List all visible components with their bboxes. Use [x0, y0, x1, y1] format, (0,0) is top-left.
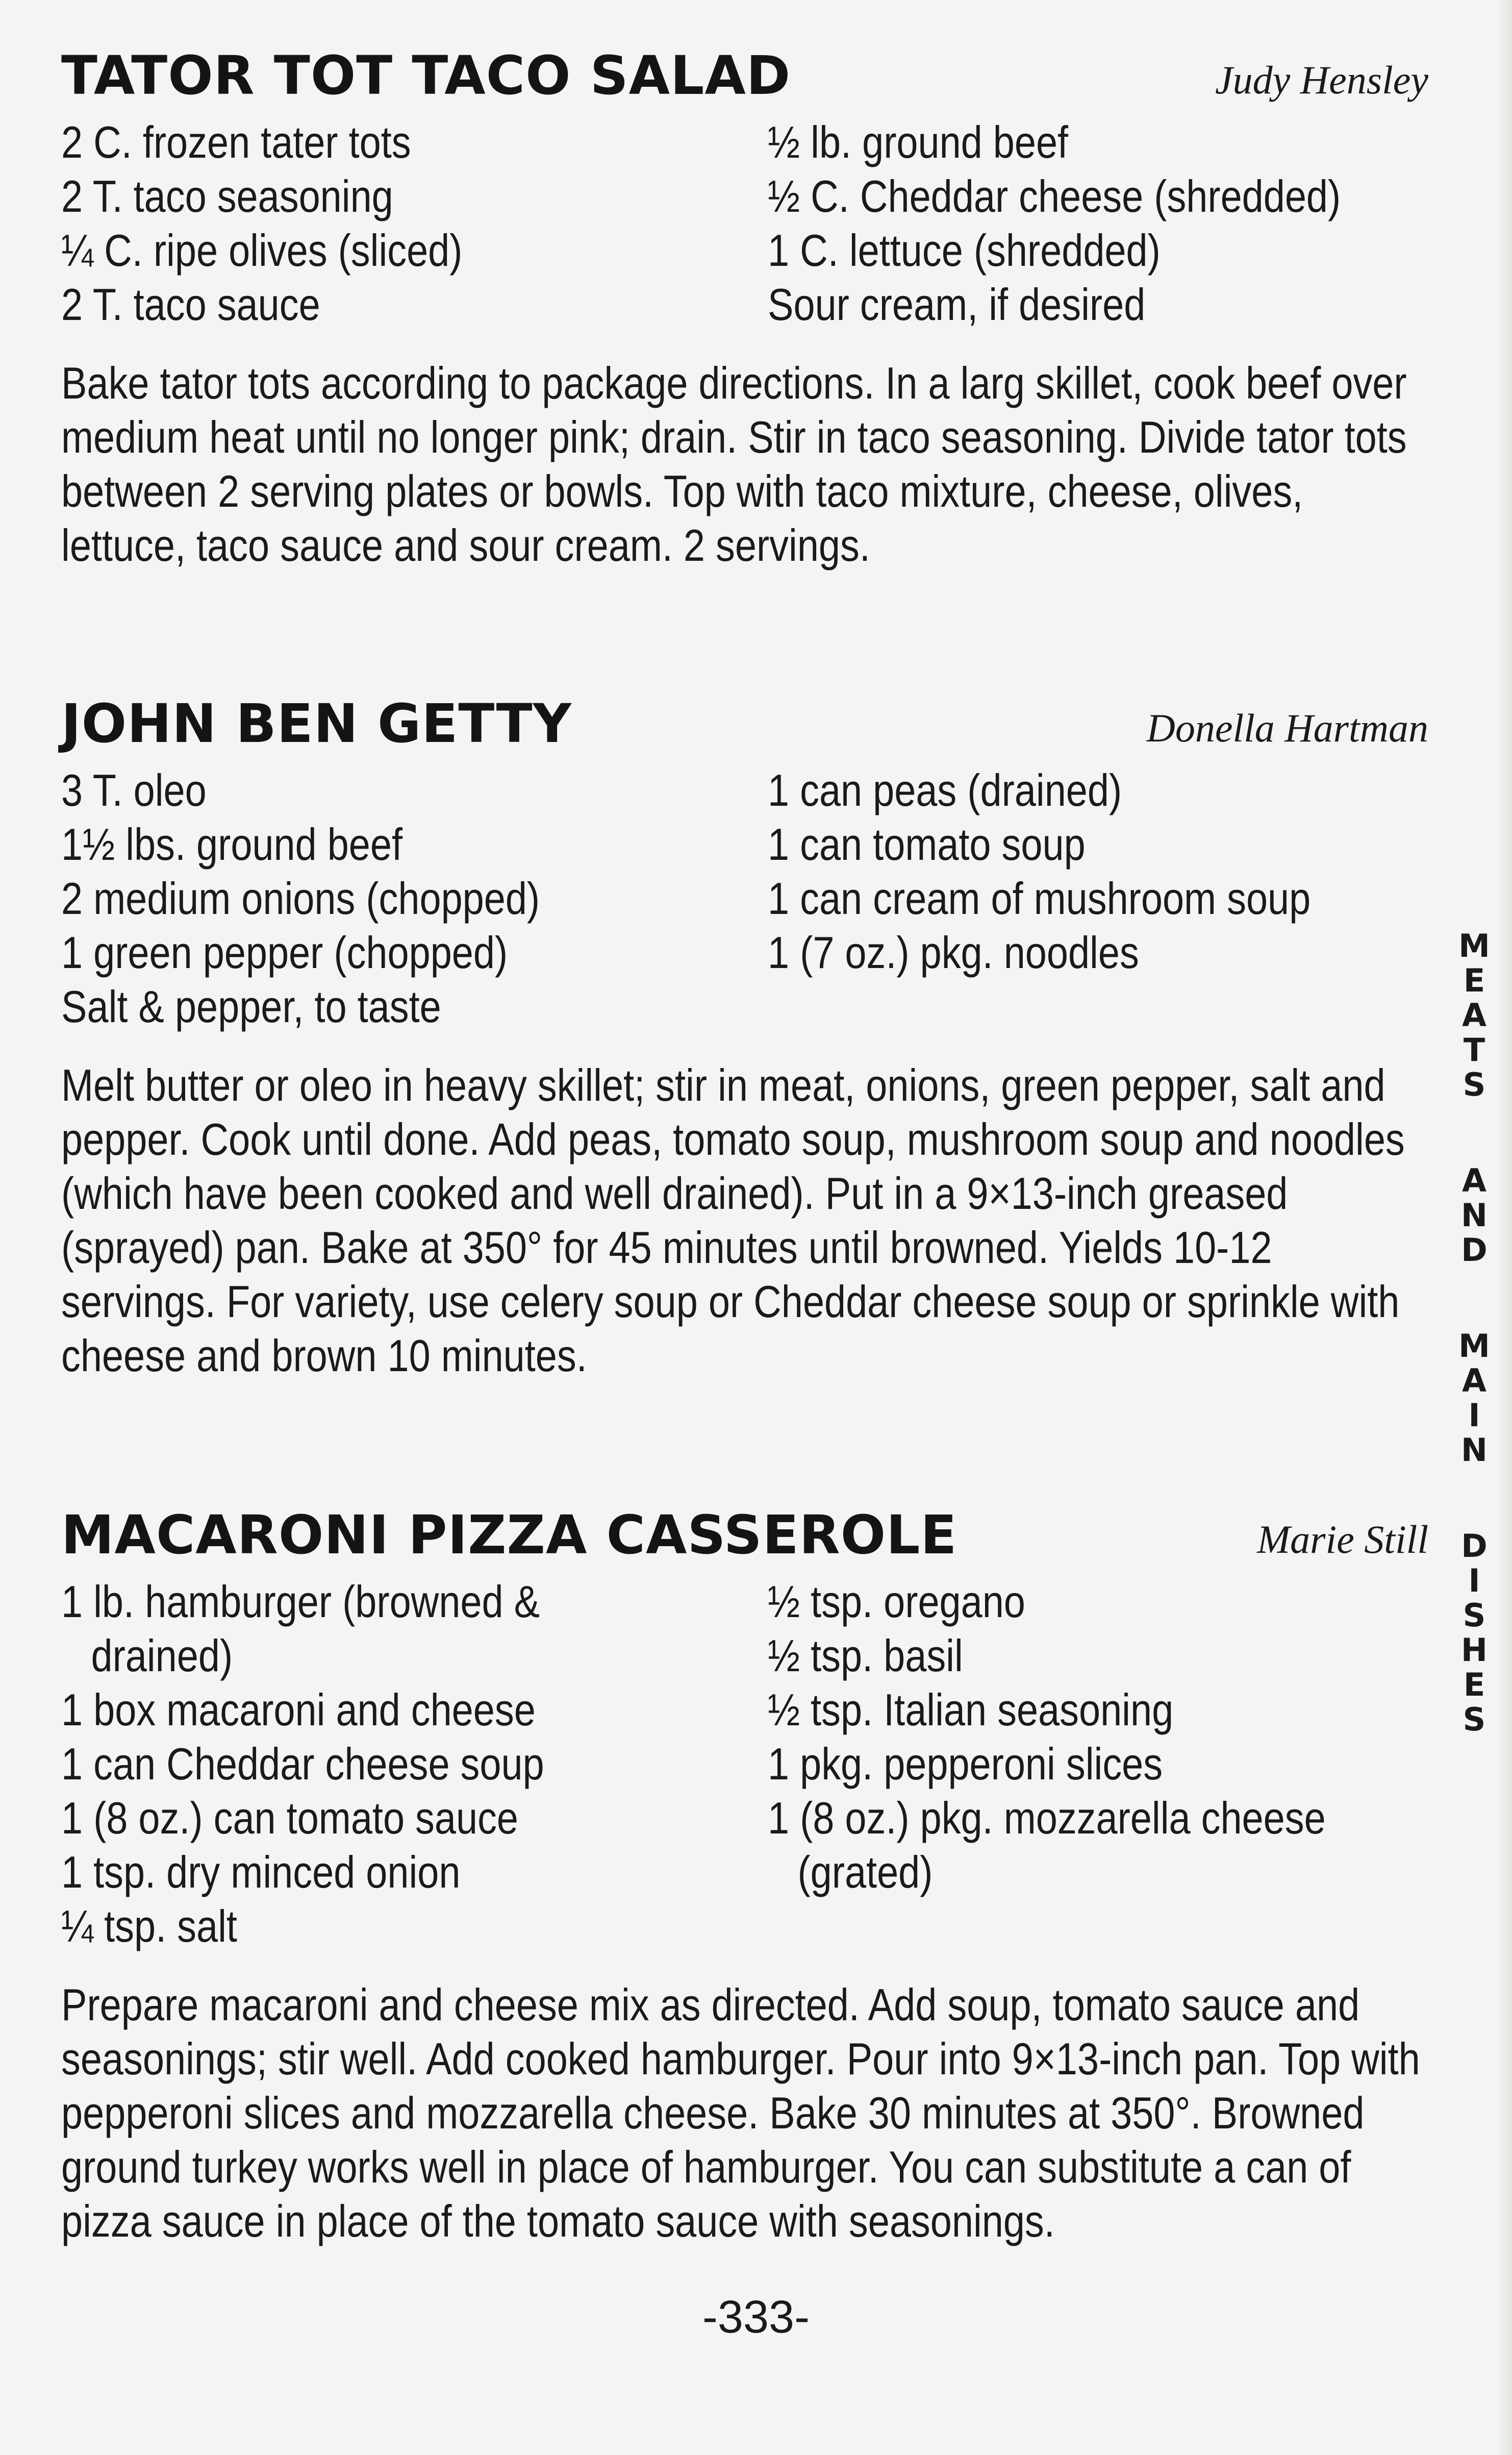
ingredient: 1 can tomato soup — [768, 819, 1086, 870]
recipe-title: JOHN BEN GETTY — [61, 692, 572, 755]
section-tab — [1449, 929, 1500, 1737]
ingredient: 3 T. oleo — [61, 765, 207, 815]
page-edge-shadow — [1497, 0, 1512, 2455]
ingredient: 2 medium onions (chopped) — [61, 873, 540, 924]
recipe-author: Donella Hartman — [1146, 706, 1428, 750]
tab-letter: H — [1461, 1631, 1488, 1669]
ingredient: Salt & pepper, to taste — [61, 981, 441, 1032]
recipe-title: TATOR TOT TACO SALAD — [61, 44, 791, 107]
tab-letter: E — [1463, 962, 1485, 999]
recipe-author: Judy Hensley — [1215, 58, 1428, 102]
ingredient-column-left — [61, 763, 768, 1034]
ingredient: Sour cream, if desired — [768, 279, 1146, 330]
ingredient: ½ tsp. Italian seasoning — [768, 1684, 1174, 1735]
recipe-directions: Prepare macaroni and cheese mix as directed. Add soup, tomato sauce and seasonings; stir well. Add cooked hamburger. Pour into 9×13-inch pan. Top with pepperoni slices and mozzarella cheese. Bake 30 minutes at 350°. Browned ground turkey works well in place of hamburger. You can substitute a can of pizza sauce in place of the tomato sauce with seasonings. — [61, 1979, 1420, 2246]
ingredient: 1 box macaroni and cheese — [61, 1684, 536, 1735]
recipe-directions: Melt butter or oleo in heavy skillet; stir in meat, onions, green pepper, salt and pepper. Cook until done. Add peas, tomato soup, mushroom soup and noodles (which have been cooked and well drained). Put in a 9×13-inch greased (sprayed) pan. Bake at 350° for 45 minutes until browned. Yields 10-12 servings. For variety, use celery soup or Cheddar cheese soup or sprinkle with cheese and brown 10 minutes. — [61, 1060, 1405, 1381]
tab-letter: I — [1468, 1397, 1480, 1434]
ingredient: 1 green pepper (chopped) — [61, 927, 508, 978]
ingredient: 1 pkg. pepperoni slices — [768, 1739, 1163, 1789]
tab-letter: D — [1461, 1527, 1488, 1565]
tab-gap — [1449, 1268, 1500, 1329]
ingredient: 2 T. taco seasoning — [61, 171, 393, 221]
ingredient: 1½ lbs. ground beef — [61, 819, 402, 870]
tab-letter: A — [1462, 1362, 1486, 1399]
ingredient: 2 T. taco sauce — [61, 279, 320, 330]
ingredient: 1 C. lettuce (shredded) — [768, 225, 1161, 276]
recipe-macaroni-pizza-casserole — [61, 1490, 1428, 2248]
recipe-header — [61, 679, 1428, 755]
tab-gap — [1449, 1468, 1500, 1529]
tab-letter: E — [1463, 1666, 1485, 1703]
recipe-john-ben-getty — [61, 679, 1428, 1383]
ingredient: ½ C. Cheddar cheese (shredded) — [768, 171, 1341, 221]
page-number: -333- — [702, 2292, 810, 2343]
tab-letter: M — [1458, 927, 1490, 964]
recipe-directions: Bake tator tots according to package directions. In a larg skillet, cook beef over medium heat until no longer pink; drain. Stir in taco seasoning. Divide tator tots between 2 serving plates or bowls. Top with taco mixture, cheese, olives, lettuce, taco sauce and sour cream. 2 servings. — [61, 358, 1407, 571]
ingredient: drained) — [91, 1630, 233, 1681]
ingredient: 1 can cream of mushroom soup — [768, 873, 1311, 924]
ingredient: ½ tsp. oregano — [768, 1576, 1025, 1627]
recipe-author: Marie Still — [1257, 1517, 1428, 1561]
ingredient: 1 (8 oz.) pkg. mozzarella cheese — [768, 1793, 1326, 1843]
ingredient-column-right — [768, 115, 1428, 332]
ingredient: ½ tsp. basil — [768, 1630, 963, 1681]
tab-letter: S — [1463, 1701, 1486, 1738]
ingredient-list — [61, 115, 1428, 332]
ingredient-column-left — [61, 115, 768, 332]
recipe-header — [61, 31, 1428, 107]
ingredient: ½ lb. ground beef — [768, 117, 1069, 167]
tab-letter: S — [1463, 1597, 1486, 1634]
tab-letter: A — [1462, 997, 1486, 1034]
ingredient: 1 (7 oz.) pkg. noodles — [768, 927, 1139, 978]
recipe-title: MACARONI PIZZA CASSEROLE — [61, 1504, 957, 1566]
ingredient-column-right — [768, 1575, 1428, 1953]
tab-letter: A — [1462, 1162, 1486, 1199]
ingredient: 1 lb. hamburger (browned & — [61, 1576, 540, 1627]
tab-letter: M — [1458, 1327, 1490, 1365]
ingredient: (grated) — [797, 1847, 933, 1897]
ingredient: 1 can Cheddar cheese soup — [61, 1739, 544, 1789]
ingredient-column-right — [768, 763, 1428, 1034]
tab-letter: N — [1461, 1197, 1488, 1234]
ingredient: 1 (8 oz.) can tomato sauce — [61, 1793, 519, 1843]
ingredient: 1 can peas (drained) — [768, 765, 1122, 815]
ingredient: ¼ C. ripe olives (sliced) — [61, 225, 463, 276]
tab-letter: N — [1461, 1431, 1488, 1469]
tab-letter: T — [1463, 1031, 1485, 1069]
ingredient: 2 C. frozen tater tots — [61, 117, 411, 167]
ingredient-column-left — [61, 1575, 768, 1953]
ingredient: ¼ tsp. salt — [61, 1901, 237, 1951]
tab-letter: S — [1463, 1066, 1486, 1103]
ingredient-list — [61, 763, 1428, 1034]
ingredient-list — [61, 1575, 1428, 1953]
recipe-header — [61, 1490, 1428, 1566]
tab-gap — [1449, 1102, 1500, 1163]
tab-letter: I — [1468, 1562, 1480, 1599]
recipe-tator-tot-taco-salad — [61, 31, 1428, 573]
ingredient: 1 tsp. dry minced onion — [61, 1847, 461, 1897]
tab-letter: D — [1461, 1231, 1488, 1269]
